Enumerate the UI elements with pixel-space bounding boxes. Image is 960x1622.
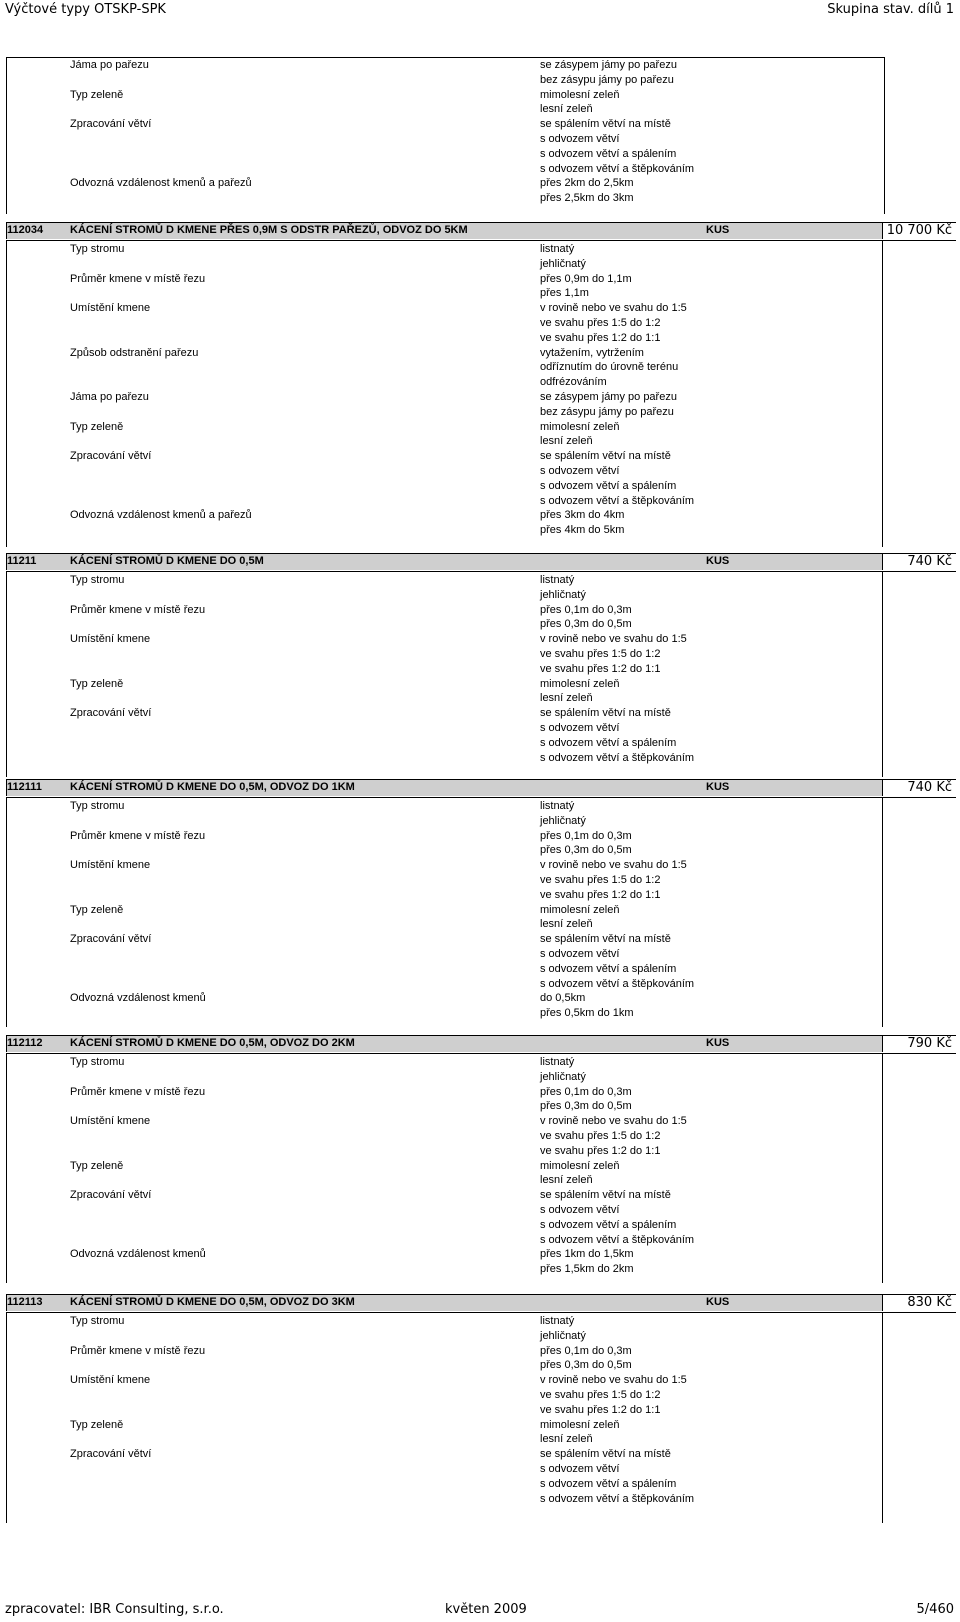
parameter-label: Typ zeleně <box>70 420 124 433</box>
parameter-value: se spálením větví na místě <box>540 1189 671 1202</box>
parameter-label: Jáma po pařezu <box>70 391 149 403</box>
item-header-row <box>6 779 956 798</box>
parameter-value: s odvozem větví a spálením <box>540 147 677 160</box>
parameter-value: s odvozem větví a spálením <box>540 1477 677 1490</box>
parameter-label: Průměr kmene v místě řezu <box>70 603 206 616</box>
parameter-value: listnatý <box>540 243 575 255</box>
item-title: KÁCENÍ STROMŮ D KMENE PŘES 0,9M S ODSTR PAŘEZŮ, ODVOZ DO 5KM <box>70 224 468 236</box>
parameter-value: mimolesní zeleň <box>540 1418 620 1431</box>
parameter-value: se spálením větví na místě <box>540 1448 671 1461</box>
item-parameters <box>6 241 883 547</box>
continuation-block <box>6 57 885 214</box>
item-header-row <box>6 1294 956 1313</box>
parameter-value: bez zásypu jámy po pařezu <box>540 405 674 418</box>
parameter-label: Průměr kmene v místě řezu <box>70 1344 206 1357</box>
parameter-label: Zpracování větví <box>70 933 152 946</box>
parameter-value: přes 1,1m <box>540 287 589 300</box>
item-code: 112113 <box>7 1296 43 1308</box>
parameter-label: Průměr kmene v místě řezu <box>70 829 206 842</box>
parameter-value: vytažením, vytržením <box>540 346 644 359</box>
parameter-value: do 0,5km <box>540 992 586 1005</box>
parameter-value: přes 0,1m do 0,3m <box>540 1085 632 1098</box>
parameter-value: listnatý <box>540 1056 575 1068</box>
parameter-value: v rovině nebo ve svahu do 1:5 <box>540 633 687 646</box>
parameter-value: s odvozem větví <box>540 133 620 145</box>
parameter-label: Umístění kmene <box>70 633 151 646</box>
page-header <box>0 0 960 24</box>
parameter-value: ve svahu přes 1:5 do 1:2 <box>540 1130 661 1142</box>
parameter-value: s odvozem větví a štěpkováním <box>540 1492 695 1505</box>
parameter-value: listnatý <box>540 1315 575 1327</box>
parameter-value: lesní zeleň <box>540 918 593 931</box>
parameter-value: lesní zeleň <box>540 692 593 705</box>
header-group-label: Skupina stav. dílů 1 <box>827 2 954 17</box>
parameter-label: Typ stromu <box>70 243 125 255</box>
item-price: 830 Kč <box>907 1295 952 1310</box>
parameter-value: přes 0,3m do 0,5m <box>540 618 632 631</box>
parameter-value: mimolesní zeleň <box>540 677 620 690</box>
parameter-label: Typ stromu <box>70 1056 125 1068</box>
parameter-label: Umístění kmene <box>70 1115 151 1128</box>
parameter-value: v rovině nebo ve svahu do 1:5 <box>540 1115 687 1128</box>
footer-author: zpracovatel: IBR Consulting, s.r.o. <box>5 1602 224 1617</box>
parameter-value: mimolesní zeleň <box>540 903 620 916</box>
parameter-label: Způsob odstranění pařezu <box>70 346 199 359</box>
parameter-value: se spálením větví na místě <box>540 450 671 463</box>
parameter-value: s odvozem větví <box>540 722 620 734</box>
parameter-label: Typ zeleně <box>70 1159 124 1172</box>
parameter-value: s odvozem větví a spálením <box>540 479 677 492</box>
parameter-value: s odvozem větví a štěpkováním <box>540 977 695 990</box>
parameter-value: ve svahu přes 1:5 do 1:2 <box>540 317 661 329</box>
parameter-value: se spálením větví na místě <box>540 933 671 946</box>
parameter-value: přes 2,5km do 3km <box>540 192 634 205</box>
item-section <box>6 1294 956 1523</box>
parameter-value: s odvozem větví a spálením <box>540 1218 677 1231</box>
footer-page-number: 5/460 <box>916 1602 954 1617</box>
parameter-value: ve svahu přes 1:2 do 1:1 <box>540 1144 661 1157</box>
item-price: 790 Kč <box>907 1036 952 1051</box>
parameter-label: Zpracování větví <box>70 707 152 720</box>
parameter-label: Jáma po pařezu <box>70 59 149 71</box>
parameter-label: Odvozná vzdálenost kmenů a pařezů <box>70 509 252 522</box>
parameter-label: Typ zeleně <box>70 903 124 916</box>
parameter-value: s odvozem větví a spálením <box>540 962 677 975</box>
parameter-value: jehličnatý <box>540 1070 586 1083</box>
parameter-label: Umístění kmene <box>70 1374 151 1387</box>
item-section <box>6 779 956 1027</box>
parameter-value: jehličnatý <box>540 257 586 270</box>
parameter-value: s odvozem větví a spálením <box>540 736 677 749</box>
parameter-value: lesní zeleň <box>540 1433 593 1446</box>
item-unit: KUS <box>706 1296 730 1308</box>
parameter-label: Průměr kmene v místě řezu <box>70 1085 206 1098</box>
item-section <box>6 222 956 547</box>
parameter-value: ve svahu přes 1:5 do 1:2 <box>540 1389 661 1401</box>
parameter-value: listnatý <box>540 574 575 586</box>
parameter-value: ve svahu přes 1:5 do 1:2 <box>540 874 661 886</box>
parameter-value: přes 4km do 5km <box>540 524 625 537</box>
parameter-value: lesní zeleň <box>540 1174 593 1187</box>
parameter-label: Typ zeleně <box>70 677 124 690</box>
parameter-value: s odvozem větví a štěpkováním <box>540 162 695 175</box>
item-unit: KUS <box>706 781 730 793</box>
parameter-value: ve svahu přes 1:5 do 1:2 <box>540 648 661 660</box>
parameter-value: v rovině nebo ve svahu do 1:5 <box>540 1374 687 1387</box>
item-unit: KUS <box>706 555 730 567</box>
parameter-value: přes 0,3m do 0,5m <box>540 1359 632 1372</box>
parameter-value: v rovině nebo ve svahu do 1:5 <box>540 302 687 315</box>
parameter-value: s odvozem větví a štěpkováním <box>540 1233 695 1246</box>
parameter-label: Zpracování větví <box>70 1448 152 1461</box>
parameter-label: Typ stromu <box>70 800 125 812</box>
parameter-value: se spálením větví na místě <box>540 707 671 720</box>
item-code: 11211 <box>7 555 37 567</box>
item-parameters <box>6 572 883 777</box>
parameter-label: Zpracování větví <box>70 118 152 131</box>
parameter-label: Odvozná vzdálenost kmenů a pařezů <box>70 177 252 190</box>
parameter-value: přes 0,3m do 0,5m <box>540 1100 632 1113</box>
parameter-value: mimolesní zeleň <box>540 88 620 101</box>
parameter-value: se zásypem jámy po pařezu <box>540 59 677 71</box>
parameter-label: Typ stromu <box>70 1315 125 1327</box>
item-code: 112034 <box>7 224 44 236</box>
parameter-value: s odvozem větví a štěpkováním <box>540 494 695 507</box>
page-footer <box>0 1600 960 1620</box>
parameter-value: lesní zeleň <box>540 103 593 116</box>
parameter-label: Umístění kmene <box>70 302 151 315</box>
parameter-value: ve svahu přes 1:2 do 1:1 <box>540 331 661 344</box>
item-parameters <box>6 1054 883 1283</box>
parameter-label: Typ zeleně <box>70 1418 124 1431</box>
footer-date: květen 2009 <box>445 1602 527 1617</box>
parameter-value: ve svahu přes 1:2 do 1:1 <box>540 1403 661 1416</box>
parameter-label: Umístění kmene <box>70 859 151 872</box>
parameter-value: jehličnatý <box>540 588 586 601</box>
item-header-row <box>6 1035 956 1054</box>
parameter-value: listnatý <box>540 800 575 812</box>
parameter-value: v rovině nebo ve svahu do 1:5 <box>540 859 687 872</box>
parameter-value: ve svahu přes 1:2 do 1:1 <box>540 888 661 901</box>
parameter-value: s odvozem větví a štěpkováním <box>540 751 695 764</box>
parameter-value: s odvozem větví <box>540 465 620 477</box>
parameter-label: Odvozná vzdálenost kmenů <box>70 1248 206 1261</box>
item-unit: KUS <box>706 224 730 236</box>
parameter-value: jehličnatý <box>540 1329 586 1342</box>
parameter-value: přes 0,1m do 0,3m <box>540 1344 632 1357</box>
parameter-label: Zpracování větví <box>70 1189 152 1202</box>
item-section <box>6 553 956 777</box>
parameter-value: bez zásypu jámy po pařezu <box>540 73 674 86</box>
item-header-row <box>6 222 956 241</box>
parameter-value: přes 3km do 4km <box>540 509 625 522</box>
parameter-value: odříznutím do úrovně terénu <box>540 361 679 374</box>
item-title: KÁCENÍ STROMŮ D KMENE DO 0,5M, ODVOZ DO 3KM <box>70 1296 355 1308</box>
item-code: 112111 <box>7 781 42 793</box>
parameter-value: jehličnatý <box>540 814 586 827</box>
item-unit: KUS <box>706 1037 730 1049</box>
parameter-value: přes 2km do 2,5km <box>540 177 634 190</box>
item-title: KÁCENÍ STROMŮ D KMENE DO 0,5M <box>70 555 264 567</box>
item-title: KÁCENÍ STROMŮ D KMENE DO 0,5M, ODVOZ DO 1KM <box>70 781 355 793</box>
parameter-value: přes 0,1m do 0,3m <box>540 603 632 616</box>
parameter-value: se zásypem jámy po pařezu <box>540 391 677 403</box>
parameter-value: s odvozem větví <box>540 948 620 960</box>
parameter-value: přes 0,3m do 0,5m <box>540 844 632 857</box>
parameter-value: se spálením větví na místě <box>540 118 671 131</box>
item-title: KÁCENÍ STROMŮ D KMENE DO 0,5M, ODVOZ DO 2KM <box>70 1037 355 1049</box>
parameter-value: s odvozem větví <box>540 1204 620 1216</box>
parameter-value: přes 1,5km do 2km <box>540 1263 634 1276</box>
parameter-value: mimolesní zeleň <box>540 420 620 433</box>
parameter-value: přes 0,5km do 1km <box>540 1007 634 1020</box>
parameter-value: přes 1km do 1,5km <box>540 1248 634 1261</box>
item-parameters <box>6 1313 883 1523</box>
item-section <box>6 1035 956 1283</box>
parameter-value: ve svahu přes 1:2 do 1:1 <box>540 662 661 675</box>
parameter-value: s odvozem větví <box>540 1463 620 1475</box>
parameter-value: přes 0,9m do 1,1m <box>540 272 632 285</box>
header-document-title: Výčtové typy OTSKP-SPK <box>5 2 166 17</box>
parameter-label: Typ zeleně <box>70 88 124 101</box>
parameter-value: mimolesní zeleň <box>540 1159 620 1172</box>
parameter-label: Zpracování větví <box>70 450 152 463</box>
parameter-label: Průměr kmene v místě řezu <box>70 272 206 285</box>
parameter-label: Odvozná vzdálenost kmenů <box>70 992 206 1005</box>
parameter-value: odfrézováním <box>540 376 607 389</box>
item-price: 740 Kč <box>907 780 952 795</box>
item-price: 10 700 Kč <box>886 223 952 238</box>
item-price: 740 Kč <box>907 554 952 569</box>
item-code: 112112 <box>7 1037 43 1049</box>
parameter-value: přes 0,1m do 0,3m <box>540 829 632 842</box>
item-header-row <box>6 553 956 572</box>
item-parameters <box>6 798 883 1027</box>
parameter-label: Typ stromu <box>70 574 125 586</box>
parameter-value: lesní zeleň <box>540 435 593 448</box>
